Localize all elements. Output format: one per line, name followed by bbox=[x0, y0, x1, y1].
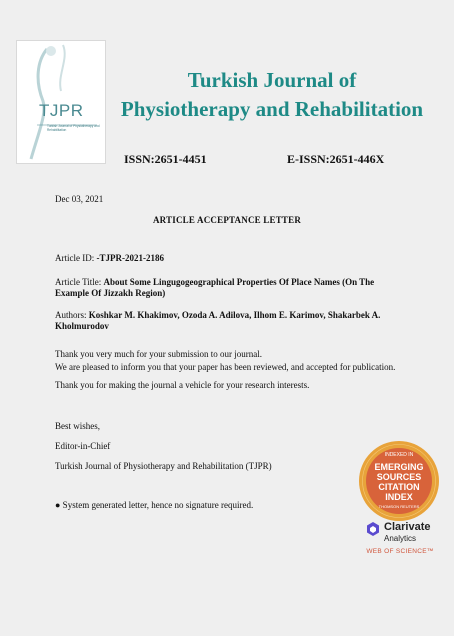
badge-sources-text: SOURCES bbox=[376, 472, 422, 482]
badge-indexed-text: INDEXED IN bbox=[384, 452, 414, 458]
clarivate-logo-icon bbox=[366, 521, 380, 537]
article-title-value: About Some Lingugogeographical Properties Of Place Names (On The Example Of Jizzakh Region) bbox=[55, 277, 375, 298]
letter-title: ARTICLE ACCEPTANCE LETTER bbox=[152, 215, 302, 225]
authors-line bbox=[55, 310, 405, 332]
article-title-line bbox=[55, 277, 405, 299]
article-id-label: Article ID: bbox=[55, 253, 97, 263]
badge-reuters-text: THOMSON REUTERS bbox=[378, 504, 420, 509]
web-of-science-text: WEB OF SCIENCE™ bbox=[366, 548, 434, 555]
clarivate-name: Clarivate bbox=[384, 521, 431, 533]
cover-logo-text: TJPR bbox=[39, 101, 84, 120]
cover-subtitle: Turkish Journal of Physiotherapy and Rehabilitation bbox=[47, 124, 100, 132]
thanks-text: Thank you very much for your submission to our journal. bbox=[55, 349, 262, 359]
acceptance-text: We are pleased to inform you that your paper has been reviewed, and accepted for publication. bbox=[55, 362, 396, 372]
journal-signature-text: Turkish Journal of Physiotherapy and Rehabilitation (TJPR) bbox=[55, 461, 272, 471]
journal-title bbox=[112, 66, 432, 124]
closing-thanks-text: Thank you for making the journal a vehicle for your research interests. bbox=[55, 380, 310, 390]
issn-online: E-ISSN:2651-446X bbox=[287, 152, 385, 166]
esci-badge bbox=[358, 440, 440, 522]
journal-cover-thumbnail bbox=[16, 40, 106, 164]
authors-label: Authors: bbox=[55, 310, 89, 320]
best-wishes-text: Best wishes, bbox=[55, 421, 100, 431]
badge-citation-text: CITATION bbox=[378, 482, 420, 492]
authors-value: Koshkar M. Khakimov, Ozoda A. Adilova, Ilhom E. Karimov, Shakarbek A. Kholmurodov bbox=[55, 310, 381, 331]
article-id-line bbox=[55, 253, 164, 264]
clarivate-analytics: Analytics bbox=[384, 534, 417, 543]
article-id-value: -TJPR-2021-2186 bbox=[96, 253, 164, 263]
badge-index-text: INDEX bbox=[385, 492, 413, 502]
badge-emerging-text: EMERGING bbox=[374, 462, 424, 472]
letter-date: Dec 03, 2021 bbox=[55, 194, 104, 204]
issn-print: ISSN:2651-4451 bbox=[124, 152, 207, 166]
journal-title-line-1: Turkish Journal of bbox=[187, 68, 357, 92]
article-title-label: Article Title: bbox=[55, 277, 104, 287]
editor-in-chief-text: Editor-in-Chief bbox=[55, 441, 111, 451]
system-generated-note: ● System generated letter, hence no signature required. bbox=[55, 500, 254, 510]
journal-title-line-2: Physiotherapy and Rehabilitation bbox=[120, 97, 424, 121]
